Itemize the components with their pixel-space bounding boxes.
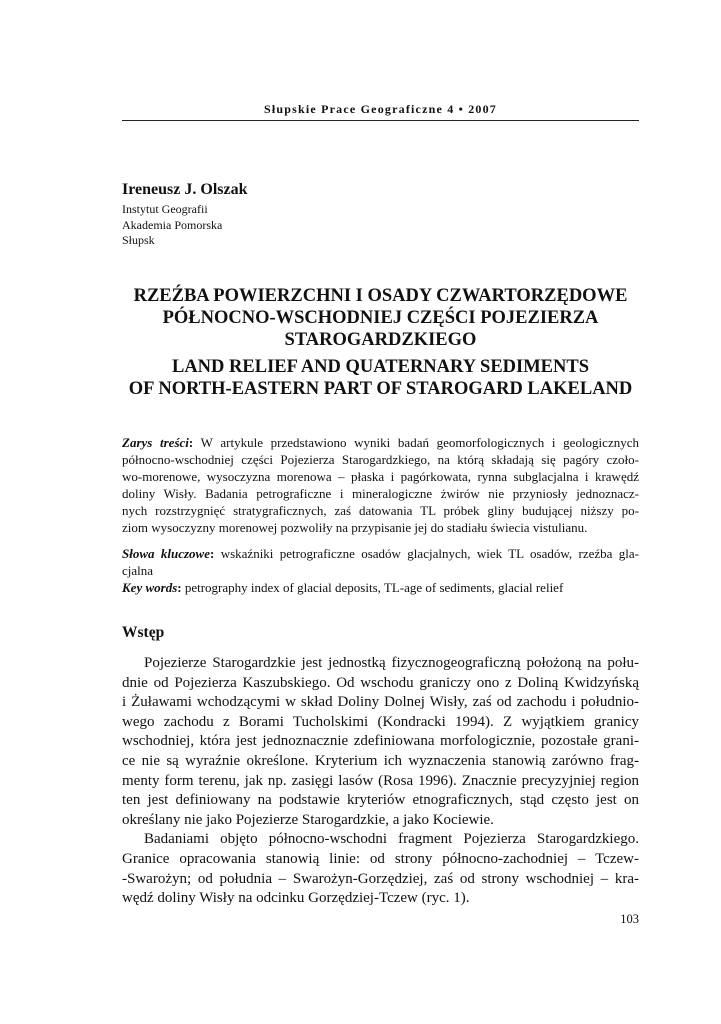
abstract-label: Zarys treści bbox=[122, 435, 189, 450]
affiliation-line: Akademia Pomorska bbox=[122, 217, 223, 232]
abstract-label-colon: : bbox=[188, 435, 194, 450]
affiliation-line: Słupsk bbox=[122, 233, 155, 247]
keywords-pl-label: Słowa kluczowe bbox=[122, 546, 210, 561]
paragraph-line: Badaniami objęto północno-wschodni fragment Pojezierza Starogardzkiego. bbox=[144, 831, 639, 848]
keywords-en-colon: : bbox=[177, 580, 182, 595]
paragraph-line: określany nie jako Pojezierze Starogardzkie, a jako Kociewie. bbox=[122, 811, 494, 828]
paragraph-line: Pojezierze Starogardzkie jest jednostką fizycznogeograficzną położoną na połu- bbox=[144, 655, 639, 671]
keywords-pl-colon: : bbox=[210, 546, 215, 561]
paragraph-line: wschodniej, która jest jednoznacznie zdefiniowana morfologicznie, pozostałe grani- bbox=[122, 733, 639, 750]
title-line: STAROGARDZKIEGO bbox=[284, 330, 477, 350]
paragraph-line: i Żuławami wchodzącymi w skład Doliny Dolnej Wisły, zaś od zachodu i południo- bbox=[122, 694, 639, 711]
abstract-line bbox=[122, 434, 639, 451]
page-number: 103 bbox=[620, 912, 639, 926]
abstract-text: W artykule przedstawiono wyniki badań geomorfologicznych i geologicznych bbox=[193, 435, 639, 450]
author-name: Ireneusz J. Olszak bbox=[122, 181, 248, 198]
abstract bbox=[122, 434, 639, 536]
keywords-en-line bbox=[122, 579, 639, 596]
header-rule bbox=[122, 120, 639, 121]
paragraph-line: wędź doliny Wisły na odcinku Gorzędziej-Tczew (ryc. 1). bbox=[122, 890, 470, 907]
abstract-line: doliny Wisły. Badania petrograficzne i mineralogiczne żwirów nie przyniosły jednoznacz- bbox=[122, 486, 639, 501]
paragraph-line: -Swarożyn; od południa – Swarożyn-Gorzędziej, zaś od strony wschodniej – kra- bbox=[122, 870, 639, 887]
journal-header: Słupskie Prace Geograficzne 4 • 2007 bbox=[263, 102, 498, 116]
keywords-pl-line bbox=[122, 545, 639, 562]
keywords-pl-line: cjalna bbox=[122, 563, 154, 578]
keywords-en-label: Key words bbox=[122, 580, 178, 595]
author-affiliation bbox=[122, 202, 222, 249]
abstract-line: północno-wschodniej części Pojezierza Starogardzkiego, na którą składają się pagóry czoło- bbox=[122, 452, 639, 467]
paragraph-line: Granice opracowania stanowią linie: od strony północno-zachodniej – Tczew- bbox=[122, 850, 639, 867]
keywords bbox=[122, 545, 639, 596]
title-english bbox=[122, 356, 639, 400]
paragraph-line: ten jest definiowany na podstawie kryteriów etnograficznych, stąd często jest on bbox=[122, 792, 639, 809]
paragraph-line: ce nie są wyraźnie określone. Kryterium ich wyznaczenia stanowią zarówno frag- bbox=[122, 752, 639, 769]
keywords-pl-text: wskaźniki petrograficzne osadów glacjalnych, wiek TL osadów, rzeźba gla- bbox=[214, 546, 639, 561]
section-title: Wstęp bbox=[122, 624, 165, 641]
title-line: PÓŁNOCNO-WSCHODNIEJ CZĘŚCI POJEZIERZA bbox=[162, 308, 599, 328]
title-line: OF NORTH-EASTERN PART OF STAROGARD LAKELAND bbox=[128, 379, 633, 399]
title-line: LAND RELIEF AND QUATERNARY SEDIMENTS bbox=[171, 357, 590, 377]
paragraph-line: menty form terenu, jak np. zasięgi lasów (Rosa 1996). Znacznie precyzyjniej region bbox=[122, 772, 639, 789]
abstract-line: ziom wysoczyzny morenowej pozwoliły na przypisanie jej do stadiału świecia vistulianu. bbox=[122, 520, 588, 535]
title-polish bbox=[122, 285, 639, 351]
abstract-line: nych rozstrzygnięć stratygraficznych, zaś datowania TL próbek gliny budującej niższy po- bbox=[122, 503, 639, 518]
paragraph-line: dnie od Pojezierza Kaszubskiego. Od wschodu graniczy ono z Doliną Kwidzyńską bbox=[122, 674, 639, 691]
keywords-en-text: petrography index of glacial deposits, TL-age of sediments, glacial relief bbox=[181, 580, 564, 595]
paragraph-line: wego zachodu z Borami Tucholskimi (Kondracki 1994). Z wyjątkiem granicy bbox=[122, 713, 639, 730]
title-line: RZEŹBA POWIERZCHNI I OSADY CZWARTORZĘDOWE bbox=[133, 286, 628, 306]
abstract-line: wo-morenowe, wysoczyzna morenowa – płaska i pagórkowata, rynna subglacjalna i krawędź bbox=[122, 469, 639, 484]
body-text bbox=[122, 654, 639, 909]
affiliation-line: Instytut Geografii bbox=[122, 202, 208, 216]
